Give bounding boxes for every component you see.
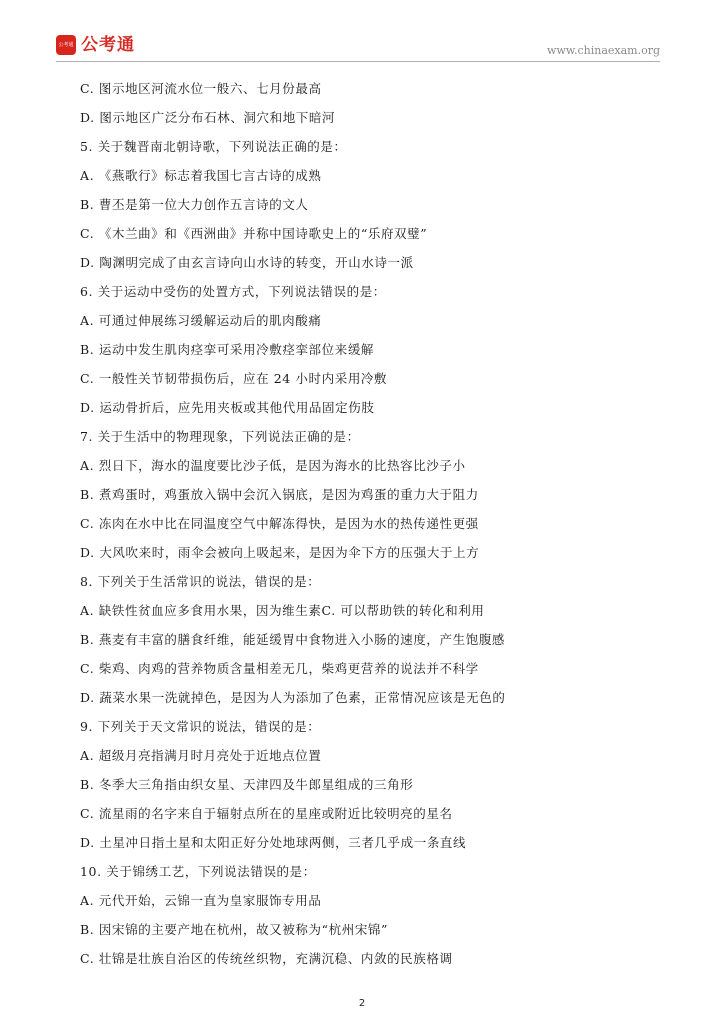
question-stem: 6. 关于运动中受伤的处置方式，下列说法错误的是： xyxy=(80,284,386,299)
answer-option: B. 煮鸡蛋时，鸡蛋放入锅中会沉入锅底，是因为鸡蛋的重力大于阻力 xyxy=(80,487,479,502)
answer-option: B. 曹丕是第一位大力创作五言诗的文人 xyxy=(80,197,309,212)
answer-option: D. 陶渊明完成了由玄言诗向山水诗的转变，开山水诗一派 xyxy=(80,255,414,270)
answer-option: B. 运动中发生肌肉痉挛可采用冷敷痉挛部位来缓解 xyxy=(80,342,375,357)
answer-option: A. 《燕歌行》标志着我国七言古诗的成熟 xyxy=(80,168,322,183)
answer-option: A. 元代开始，云锦一直为皇家服饰专用品 xyxy=(80,893,322,908)
answer-option: A. 烈日下，海水的温度要比沙子低，是因为海水的比热容比沙子小 xyxy=(80,458,466,473)
question-stem: 9. 下列关于天文常识的说法，错误的是： xyxy=(80,719,321,734)
question-stem: 8. 下列关于生活常识的说法，错误的是： xyxy=(80,574,321,589)
question-stem: 10. 关于锦绣工艺，下列说法错误的是： xyxy=(80,864,316,879)
answer-option: B. 因宋锦的主要产地在杭州，故又被称为“杭州宋锦” xyxy=(80,922,389,937)
answer-option: D. 土星冲日指土星和太阳正好分处地球两侧，三者几乎成一条直线 xyxy=(80,835,467,850)
page-number: 2 xyxy=(358,998,366,1009)
logo-badge-icon: 公考通 xyxy=(56,35,76,55)
brand-logo xyxy=(56,34,135,56)
answer-option: D. 蔬菜水果一洗就掉色，是因为人为添加了色素，正常情况应该是无色的 xyxy=(80,690,506,705)
answer-option: D. 大风吹来时，雨伞会被向上吸起来，是因为伞下方的压强大于上方 xyxy=(80,545,480,560)
page-header xyxy=(0,0,724,62)
answer-option: C. 一般性关节韧带损伤后，应在 24 小时内采用冷敷 xyxy=(80,371,388,386)
question-stem: 5. 关于魏晋南北朝诗歌，下列说法正确的是： xyxy=(80,139,347,154)
answer-option: D. 运动骨折后，应先用夹板或其他代用品固定伤肢 xyxy=(80,400,375,415)
answer-option: A. 可通过伸展练习缓解运动后的肌肉酸痛 xyxy=(80,313,322,328)
question-stem: 7. 关于生活中的物理现象，下列说法正确的是： xyxy=(80,429,360,444)
answer-option: C. 《木兰曲》和《西洲曲》并称中国诗歌史上的“乐府双璧” xyxy=(80,226,428,241)
answer-option: C. 流星雨的名字来自于辐射点所在的星座或附近比较明亮的星名 xyxy=(80,806,453,821)
header-divider xyxy=(56,61,660,62)
site-url: www.chinaexam.org xyxy=(547,44,660,57)
logo-text: 公考通 xyxy=(81,35,135,55)
answer-option: B. 燕麦有丰富的膳食纤维，能延缓胃中食物进入小肠的速度，产生饱腹感 xyxy=(80,632,506,647)
text-line: D. 图示地区广泛分布石林、洞穴和地下暗河 xyxy=(80,110,336,125)
answer-option: B. 冬季大三角指由织女星、天津四及牛郎星组成的三角形 xyxy=(80,777,414,792)
text-line: C. 图示地区河流水位一般六、七月份最高 xyxy=(80,81,322,96)
answer-option: C. 柴鸡、肉鸡的营养物质含量相差无几，柴鸡更营养的说法并不科学 xyxy=(80,661,479,676)
answer-option: C. 壮锦是壮族自治区的传统丝织物，充满沉稳、内敛的民族格调 xyxy=(80,951,453,966)
document-body xyxy=(80,79,670,978)
answer-option: C. 冻肉在水中比在同温度空气中解冻得快，是因为水的热传递性更强 xyxy=(80,516,479,531)
answer-option: A. 超级月亮指满月时月亮处于近地点位置 xyxy=(80,748,322,763)
answer-option: A. 缺铁性贫血应多食用水果，因为维生素C. 可以帮助铁的转化和利用 xyxy=(80,603,485,618)
